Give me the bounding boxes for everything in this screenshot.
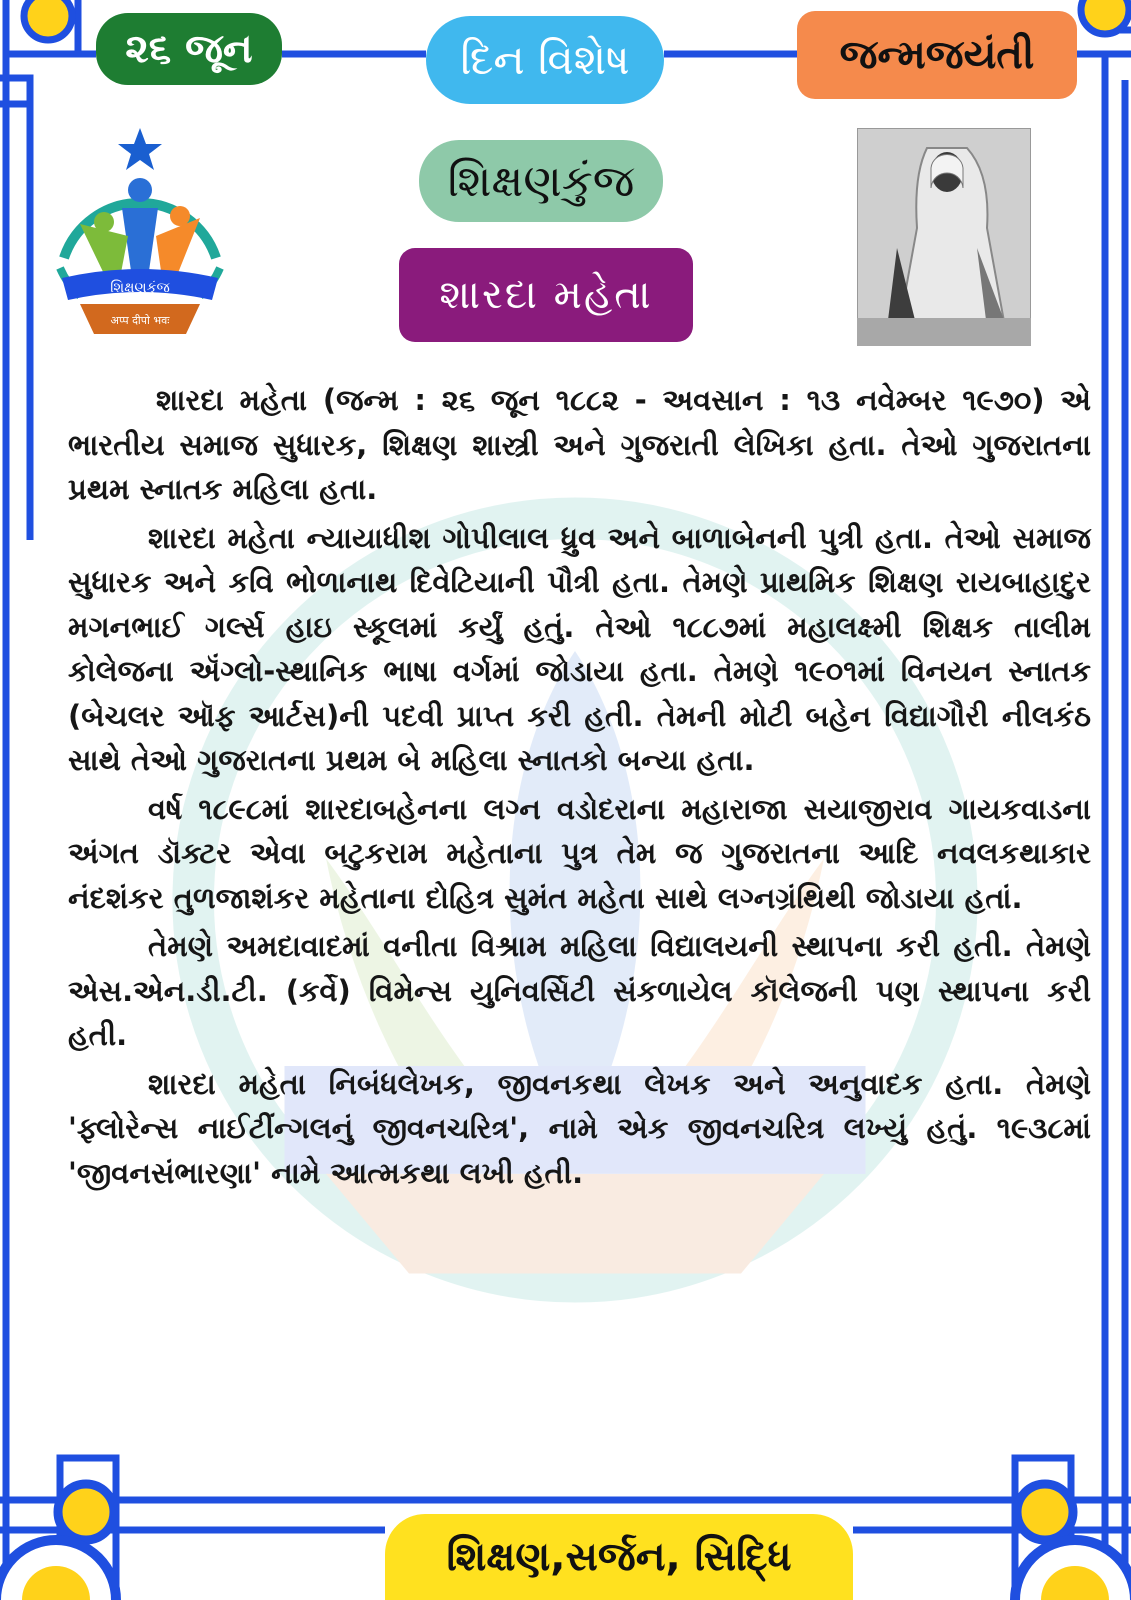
- article-paragraph: શારદા મહેતા ન્યાયાધીશ ગોપીલાલ ધ્રુવ અને બાળાબેનની પુત્રી હતા. તેઓ સમાજ સુધારક અને કવિ ભોળાનાથ દિવેટિયાની પૌત્રી હતા. તેમણે પ્રાથમિક શિક્ષણ રાયબાહાદુર મગનભાઈ ગર્લ્સ હાઇ સ્કૂલમાં કર્યું હતું. તેઓ ૧૮૮૭માં મહાલક્ષ્મી શિક્ષક તાલીમ કોલેજના ઍંગ્લો-સ્થાનિક ભાષા વર્ગમાં જોડાયા હતા. તેમણે ૧૯૦૧માં વિનયન સ્નાતક (બેચલર ઑફ આર્ટસ)ની પદવી પ્રાપ્ત કરી હતી. તેમની મોટી બહેન વિદ્યાગૌરી નીલકંઠ સાથે તેઓ ગુજરાતના પ્રથમ બે મહિલા સ્નાતકો બન્યા હતા.: [68, 520, 1091, 777]
- article-paragraph: શારદા મહેતા (જન્મ : ૨૬ જૂન ૧૮૮૨ - અવસાન : ૧૩ નવેમ્બર ૧૯૭૦) એ ભારતીય સમાજ સુધારક, શિક્ષણ શાસ્ત્રી અને ગુજરાતી લેખિકા હતા. તેઓ ગુજરાતના પ્રથમ સ્નાતક મહિલા હતા.: [68, 383, 1091, 506]
- corner-dot-top-right: [1081, 0, 1129, 34]
- article-paragraph: શારદા મહેતા નિબંધલેખક, જીવનકથા લેખક અને અનુવાદક હતા. તેમણે 'ફ્લોરેન્સ નાઈટીંન્ગલનું જીવનચરિત્ર', નામે એક જીવનચરિત્ર લખ્યું હતું. ૧૯૩૮માં 'જીવનસંભારણા' નામે આત્મકથા લખી હતી.: [68, 1066, 1091, 1190]
- date-badge: ૨૬ જૂન: [96, 13, 282, 85]
- article-body: [68, 378, 1091, 1199]
- article-paragraph: તેમણે અમદાવાદમાં વનીતા વિશ્રામ મહિલા વિદ્યાલયની સ્થાપના કરી હતી. તેમણે એસ.એન.ડી.ટી. (કર્વે) વિમેન્સ યુનિવર્સિટી સંકળાયેલ કૉલેજની પણ સ્થાપના કરી હતી.: [68, 929, 1091, 1052]
- birth-anniversary-badge: જન્મજયંતી: [797, 11, 1077, 99]
- brand-title: શિક્ષણકુંજ: [419, 140, 663, 222]
- portrait-photo: [857, 128, 1031, 346]
- corner-dot-top-left: [24, 0, 72, 40]
- footer-slogan: શિક્ષણ,સર્જન, સિદ્ધિ: [385, 1514, 853, 1600]
- person-name-title: શારદા મહેતા: [399, 248, 693, 342]
- logo-banner-text: શિક્ષણકુંજ: [110, 280, 170, 296]
- article-paragraph: વર્ષ ૧૮૯૮માં શારદાબહેનના લગ્ન વડોદરાના મહારાજા સયાજીરાવ ગાયકવાડના અંગત ડૉક્ટર એવા બટુકરામ મહેતાના પુત્ર તેમ જ ગુજરાતના આદિ નવલકથાકાર નંદશંકર તુળજાશંકર મહેતાના દોહિત્ર સુમંત મહેતા સાથે લગ્નગ્રંથિથી જોડાયા હતાં.: [68, 791, 1091, 915]
- logo-motto-text: अप्प दीपो भवः: [110, 314, 170, 327]
- day-special-badge: દિન વિશેષ: [426, 16, 664, 104]
- shikshankunj-logo: [40, 128, 240, 343]
